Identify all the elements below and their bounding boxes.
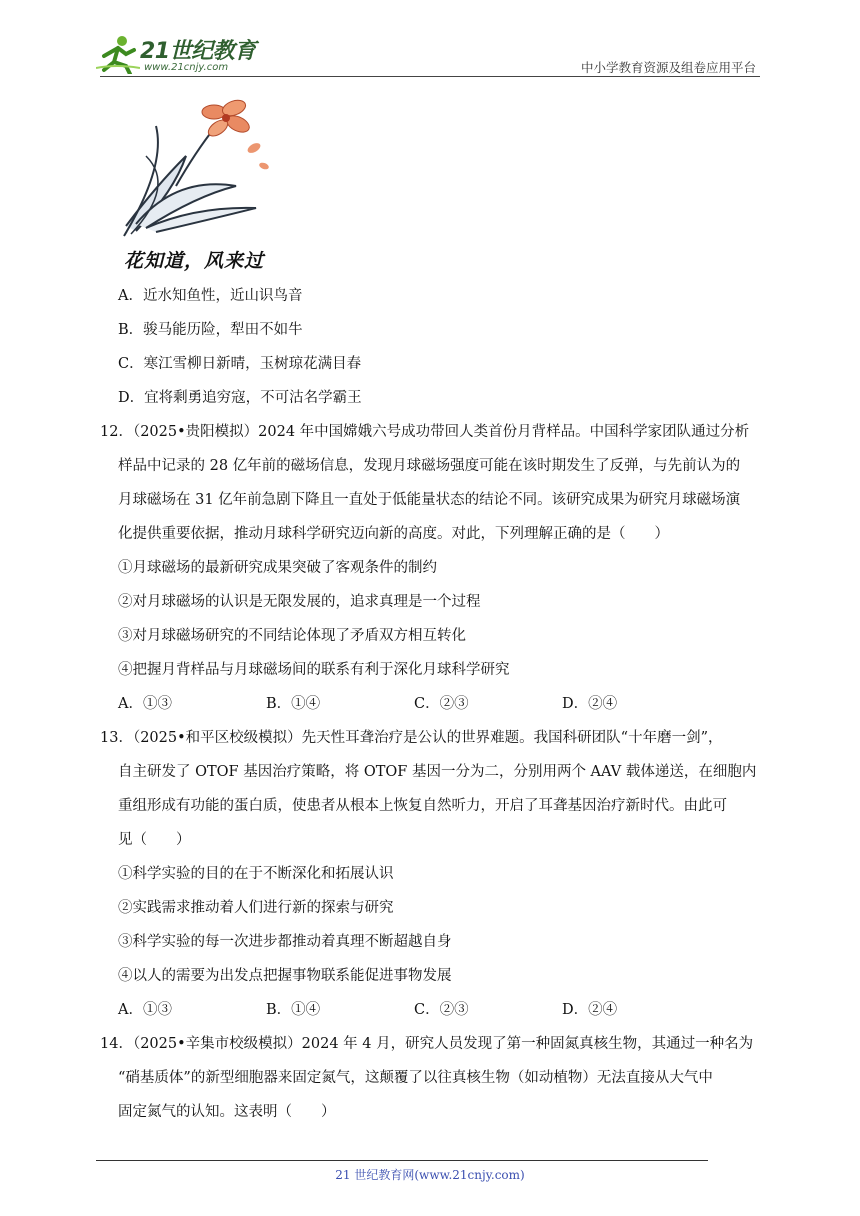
q13-stem-line: 重组形成有功能的蛋白质，使患者从根本上恢复自然听力，开启了耳聋基因治疗新时代。由此可 xyxy=(118,798,727,814)
q13-statement: ③科学实验的每一次进步都推动着真理不断超越自身 xyxy=(118,934,452,950)
q12-choice-b[interactable]: B．①④ xyxy=(266,696,321,712)
q14-stem-line: 14．（2025•辛集市校级模拟）2024 年 4 月，研究人员发现了第一种固氮真核生物，其通过一种名为 xyxy=(100,1036,754,1052)
header-platform-title: 中小学教育资源及组卷应用平台 xyxy=(580,60,756,75)
page-header xyxy=(96,30,760,78)
q12-choice-a[interactable]: A．①③ xyxy=(118,696,172,712)
logo-brand-text: 21世纪教育 xyxy=(140,39,256,64)
q13-choice-c[interactable]: C．②③ xyxy=(414,1002,469,1018)
q12-stem-line: 12．（2025•贵阳模拟）2024 年中国嫦娥六号成功带回人类首份月背样品。中国科学家团队通过分析 xyxy=(100,424,750,440)
orchid-flower-icon xyxy=(116,96,276,246)
header-divider xyxy=(100,76,760,77)
q11-option-b[interactable]: B．骏马能历险，犁田不如牛 xyxy=(118,322,303,338)
q13-statement: ②实践需求推动着人们进行新的探索与研究 xyxy=(118,900,394,916)
illustration-caption: 花知道，风来过 xyxy=(124,250,265,272)
q13-statement: ④以人的需要为出发点把握事物联系能促进事物发展 xyxy=(118,968,452,984)
q11-option-a[interactable]: A．近水知鱼性，近山识鸟音 xyxy=(118,288,303,304)
q13-choice-d[interactable]: D．②④ xyxy=(562,1002,618,1018)
q13-choice-a[interactable]: A．①③ xyxy=(118,1002,172,1018)
runner-logo-icon xyxy=(96,34,140,74)
footer-link[interactable]: 21 世纪教育网(www.21cnjy.com) xyxy=(335,1168,525,1182)
site-logo[interactable] xyxy=(96,34,266,74)
q14-stem-line: 固定氮气的认知。这表明（ ） xyxy=(118,1104,336,1120)
q12-stem-line: 样品中记录的 28 亿年前的磁场信息，发现月球磁场强度可能在该时期发生了反弹，与先前认为的 xyxy=(118,458,741,474)
q11-option-d[interactable]: D．宜将剩勇追穷寇，不可沽名学霸王 xyxy=(118,390,362,406)
q13-stem-line: 见（ ） xyxy=(118,832,191,848)
q11-option-c[interactable]: C．寒江雪柳日新晴，玉树琼花满目春 xyxy=(118,356,362,372)
q13-stem-line: 自主研发了 OTOF 基因治疗策略，将 OTOF 基因一分为二，分别用两个 AAV 载体递送，在细胞内 xyxy=(118,764,757,780)
footer-divider xyxy=(96,1160,708,1161)
q13-stem-line: 13．（2025•和平区校级模拟）先天性耳聋治疗是公认的世界难题。我国科研团队“十年磨一剑”， xyxy=(100,730,723,746)
q12-statement: ③对月球磁场研究的不同结论体现了矛盾双方相互转化 xyxy=(118,628,466,644)
q14-stem-line: “硝基质体”的新型细胞器来固定氮气，这颠覆了以往真核生物（如动植物）无法直接从大气中 xyxy=(118,1070,713,1086)
q12-statement: ②对月球磁场的认识是无限发展的，追求真理是一个过程 xyxy=(118,594,481,610)
q12-stem-line: 月球磁场在 31 亿年前急剧下降且一直处于低能量状态的结论不同。该研究成果为研究月球磁场演 xyxy=(118,492,741,508)
logo-url-text: www.21cnjy.com xyxy=(144,62,229,73)
q12-statement: ①月球磁场的最新研究成果突破了客观条件的制约 xyxy=(118,560,437,576)
q12-choice-c[interactable]: C．②③ xyxy=(414,696,469,712)
q12-statement: ④把握月背样品与月球磁场间的联系有利于深化月球科学研究 xyxy=(118,662,510,678)
q13-statement: ①科学实验的目的在于不断深化和拓展认识 xyxy=(118,866,394,882)
q12-stem-line: 化提供重要依据，推动月球科学研究迈向新的高度。对此，下列理解正确的是（ ） xyxy=(118,526,669,542)
q13-choice-b[interactable]: B．①④ xyxy=(266,1002,321,1018)
q12-choice-d[interactable]: D．②④ xyxy=(562,696,618,712)
